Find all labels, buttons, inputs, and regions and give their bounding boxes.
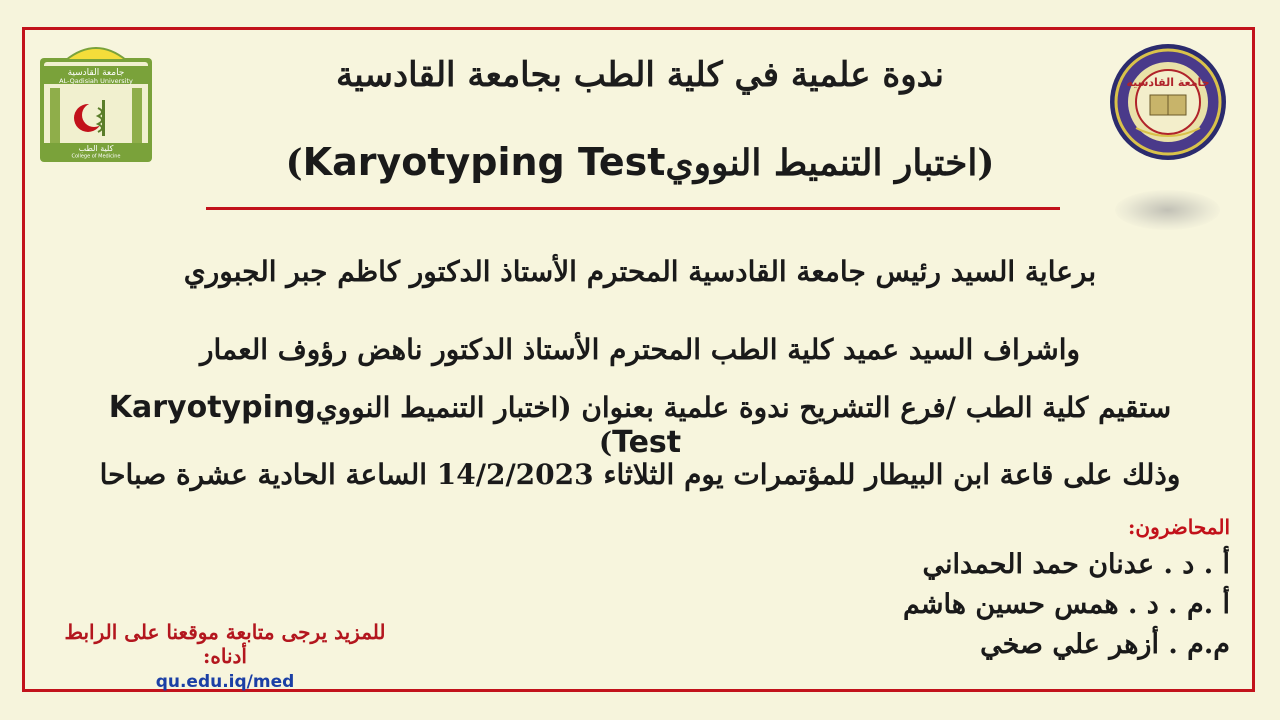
university-seal-graphic — [1106, 40, 1230, 164]
supervision-line: واشراف السيد عميد كلية الطب المحترم الأستاذ الدكتور ناهض رؤوف العمار — [199, 333, 1081, 366]
college-logo-graphic — [36, 38, 156, 166]
title-divider — [206, 207, 1060, 210]
subtitle-close-paren: ) — [285, 142, 303, 184]
lecturer-name-2: أ .م . د . همس حسين هاشم — [902, 589, 1230, 620]
subtitle-open-paren: ( — [977, 142, 995, 184]
lecturer-name-3: م.م . أزهر علي صخي — [980, 629, 1230, 660]
lecturer-name-1: أ . د . عدنان حمد الحمداني — [922, 549, 1230, 580]
subtitle-latin: Karyotyping Test — [302, 140, 666, 184]
logo-college-english: College of Medicine — [71, 153, 121, 160]
announcement-close: ) — [598, 426, 613, 459]
more-info-section — [40, 620, 410, 692]
event-title: ندوة علمية في كلية الطب بجامعة القادسية — [336, 55, 944, 95]
announcement-line — [70, 390, 1210, 460]
venue-datetime-line: وذلك على قاعة ابن البيطار للمؤتمرات يوم الثلاثاء 14/2/2023 الساعة الحادية عشرة صباحا — [99, 458, 1181, 491]
seal-shadow — [1115, 190, 1220, 230]
website-link[interactable]: qu.edu.iq/med — [155, 672, 295, 692]
event-subtitle — [200, 140, 1080, 184]
logo-arabic-name: جامعة القادسية — [67, 68, 125, 78]
college-of-medicine-logo — [36, 38, 156, 166]
lecturers-heading: المحاضرون: — [1128, 515, 1230, 539]
announcement-latin: Karyotyping Test — [108, 390, 682, 460]
logo-college-name: كلية الطب — [78, 144, 114, 153]
subtitle-arabic: اختبار التنميط النووي — [665, 142, 978, 184]
seal-university-name: جامعة القادسية — [1126, 76, 1210, 89]
announcement-arabic: ستقيم كلية الطب /فرع التشريح ندوة علمية بعنوان (اختبار التنميط النووي — [315, 391, 1172, 424]
lecturers-section — [810, 515, 1230, 665]
more-info-note: للمزيد يرجى متابعة موقعنا على الرابط أدناه: — [64, 620, 386, 668]
university-seal-logo — [1106, 40, 1230, 164]
patronage-line: برعاية السيد رئيس جامعة القادسية المحترم الأستاذ الدكتور كاظم جبر الجبوري — [183, 255, 1097, 288]
logo-english-name: AL-Qadisiah University — [59, 77, 133, 85]
